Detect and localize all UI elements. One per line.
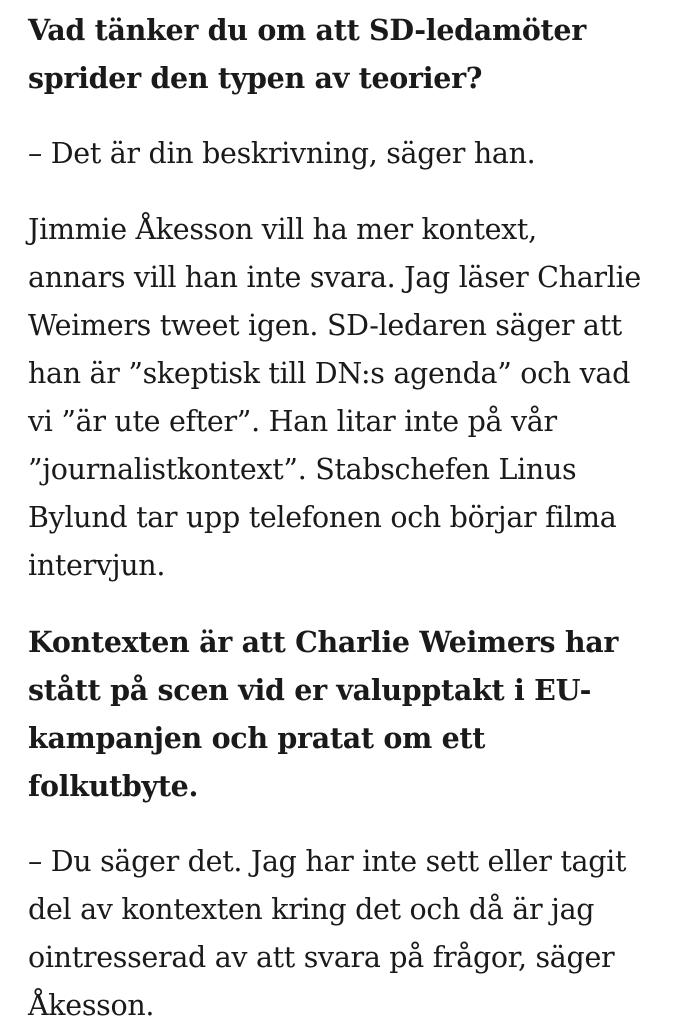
text-line: annars vill han inte svara. Jag läser Charlie bbox=[28, 261, 641, 294]
text-line: ”journalistkontext”. Stabschefen Linus bbox=[28, 453, 577, 486]
text-line: – Det är din beskrivning, säger han. bbox=[28, 137, 536, 170]
text-line: folkutbyte. bbox=[28, 769, 199, 803]
article-body bbox=[28, 6, 668, 1030]
interview-question bbox=[28, 6, 668, 102]
text-line: han är ”skeptisk till DN:s agenda” och vad bbox=[28, 357, 631, 390]
interview-answer bbox=[28, 838, 668, 1030]
interview-question bbox=[28, 618, 668, 810]
text-line: Jimmie Åkesson vill ha mer kontext, bbox=[28, 213, 537, 246]
text-line: Bylund tar upp telefonen och börjar filma bbox=[28, 501, 617, 534]
text-line: Kontexten är att Charlie Weimers har bbox=[28, 625, 619, 659]
text-line: Åkesson. bbox=[28, 989, 155, 1022]
paragraph-spacer bbox=[28, 178, 668, 206]
interview-answer bbox=[28, 130, 668, 178]
text-line: kampanjen och pratat om ett bbox=[28, 721, 486, 755]
text-line: Weimers tweet igen. SD-ledaren säger att bbox=[28, 309, 622, 342]
paragraph-spacer bbox=[28, 810, 668, 838]
text-line: ointresserad av att svara på frågor, säger bbox=[28, 941, 615, 974]
text-line: sprider den typen av teorier? bbox=[28, 61, 483, 95]
text-line: vi ”är ute efter”. Han litar inte på vår bbox=[28, 405, 557, 438]
narrative-paragraph bbox=[28, 206, 668, 590]
text-line: stått på scen vid er valupptakt i EU- bbox=[28, 673, 592, 707]
paragraph-spacer bbox=[28, 102, 668, 130]
text-line: Vad tänker du om att SD-ledamöter bbox=[28, 13, 586, 47]
text-line: intervjun. bbox=[28, 549, 166, 582]
paragraph-spacer bbox=[28, 590, 668, 618]
text-line: – Du säger det. Jag har inte sett eller tagit bbox=[28, 845, 627, 878]
text-line: del av kontexten kring det och då är jag bbox=[28, 893, 595, 926]
